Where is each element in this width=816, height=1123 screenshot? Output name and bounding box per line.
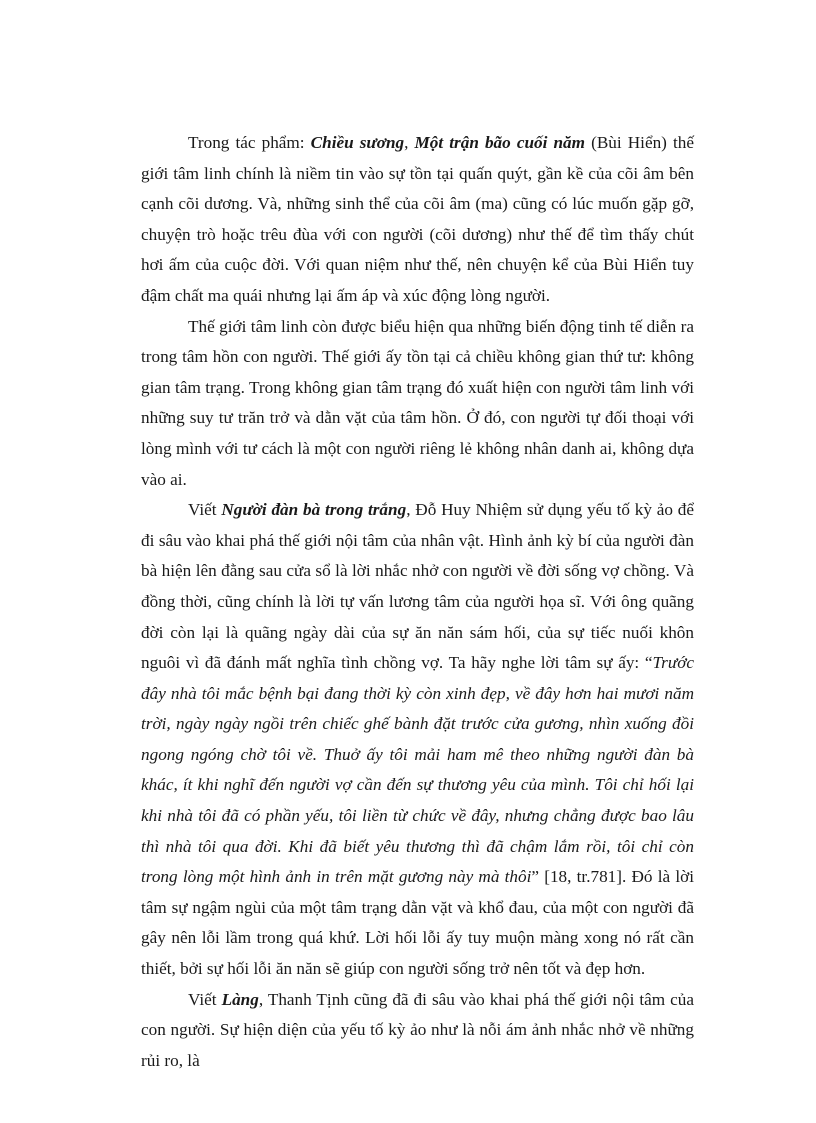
text-run: Viết xyxy=(188,500,222,520)
emphasized-title: Chiều sương xyxy=(310,133,405,152)
text-run: , Thanh Tịnh cũng đã đi sâu vào khai phá thế giới nội tâm của con người. Sự hiện diện của yếu tố kỳ ảo như là nỗi ám ảnh nhắc nhở về những rủi ro, là xyxy=(141,989,695,1070)
quoted-passage: Trước đây nhà tôi mắc bệnh bại đang thời kỳ còn xinh đẹp, về đây hơn hai mươi năm trời, ngày ngày ngồi trên chiếc ghế bành đặt trước cửa gương, nhìn xuống đồi ngong ngóng chờ tôi về. Thuở ấy tôi mải ham mê theo những người đàn bà khác, ít khi nghĩ đến người vợ cần đến sự thương yêu của mình. Tôi chỉ hối lại khi nhà tôi đã có phần yếu, tôi liền từ chức về đây, nhưng chẳng được bao lâu thì nhà tôi qua đời. Khi đã biết yêu thương thì đã chậm lắm rồi, tôi chỉ còn trong lòng một hình ảnh in trên mặt gương này mà thôi xyxy=(141,653,694,887)
emphasized-title: Làng xyxy=(221,989,259,1009)
text-run: , Đỗ Huy Nhiệm sử dụng yếu tố kỳ ảo để đi sâu vào khai phá thế giới nội tâm của nhân vật. Hình ảnh kỳ bí của người đàn bà hiện lên đằng sau cửa sổ là lời nhắc nhở con người về đời sống vợ chồng. Và đồng thời, cũng chính là lời tự vấn lương tâm của người họa sĩ. Với ông quãng đời còn lại là quãng ngày dài của sự ăn năn sám hối, của sự tiếc nuối khôn nguôi vì đã đánh mất nghĩa tình chồng vợ. Ta hãy nghe lời tâm sự ấy: “ xyxy=(141,500,694,673)
text-run: Viết xyxy=(188,989,222,1009)
paragraph xyxy=(141,128,694,312)
text-run: Thế giới tâm linh còn được biểu hiện qua những biến động tinh tế diễn ra trong tâm hồn con người. Thế giới ấy tồn tại cả chiều không gian thứ tư: không gian tâm trạng. Trong không gian tâm trạng đó xuất hiện con người tâm linh với những suy tư trăn trở và dằn vặt của tâm hồn. Ở đó, con người tự đối thoại với lòng mình với tư cách là một con người riêng lẻ không nhân danh ai, không dựa vào ai. xyxy=(141,316,694,489)
paragraph xyxy=(141,495,694,985)
text-run: Trong tác phẩm: xyxy=(188,133,311,152)
paragraph xyxy=(141,985,694,1077)
text-run: ” [18, tr.781]. Đó là lời tâm sự ngậm ngùi của một tâm trạng dằn vặt và khổ đau, của một con người đã gây nên lỗi lầm trong quá khứ. Lời hối lỗi ấy tuy muộn màng xong nó rất cần thiết, bởi sự hối lỗi ăn năn sẽ giúp con người sống trở nên tốt và đẹp hơn. xyxy=(141,867,694,979)
text-run: , xyxy=(404,133,415,152)
emphasized-title: Một trận bão cuối năm xyxy=(414,133,586,152)
emphasized-title: Người đàn bà trong trắng xyxy=(221,500,407,520)
document-body xyxy=(141,128,694,1076)
text-run: (Bùi Hiển) thế giới tâm linh chính là niềm tin vào sự tồn tại quấn quýt, gần kề của cõi âm bên cạnh cõi dương. Và, những sinh thể của cõi âm (ma) cũng có lúc muốn gặp gỡ, chuyện trò hoặc trêu đùa với con người (cõi dương) như thế để tìm thấy chút hơi ấm của cuộc đời. Với quan niệm như thế, nên chuyện kể của Bùi Hiển tuy đậm chất ma quái nhưng lại ấm áp và xúc động lòng người. xyxy=(141,133,694,305)
paragraph xyxy=(141,312,694,496)
